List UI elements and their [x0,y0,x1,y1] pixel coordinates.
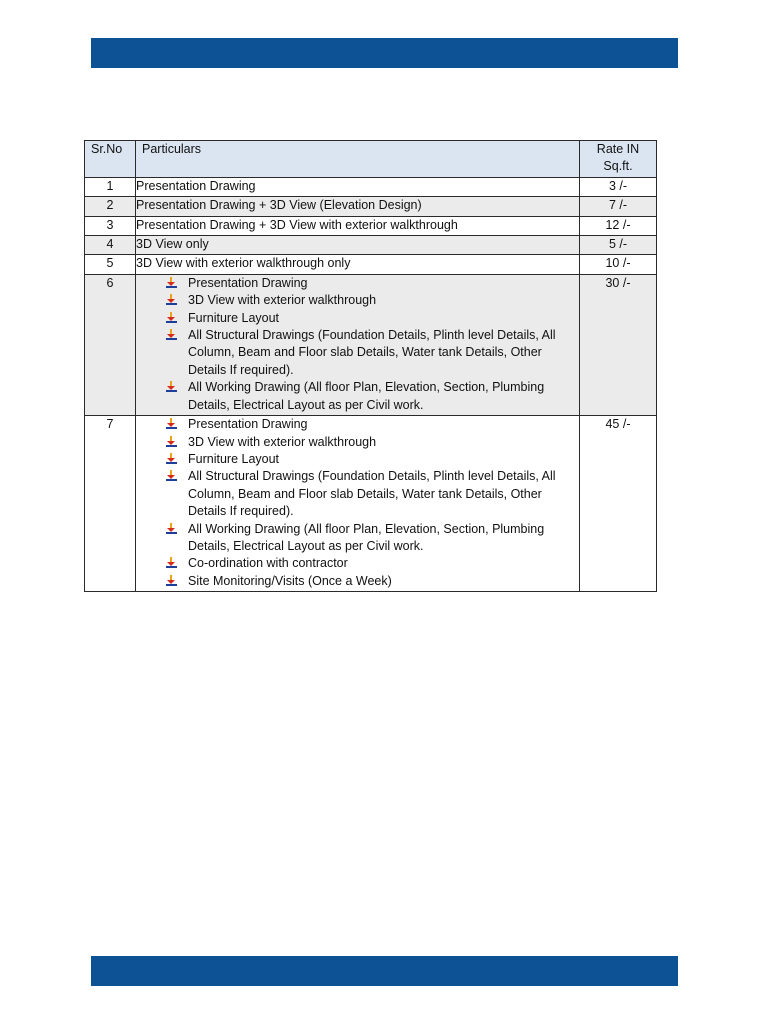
row-rate: 30 /- [580,274,657,415]
arrow-bullet-icon [166,470,177,482]
arrow-bullet-icon [166,418,177,430]
list-item: All Working Drawing (All floor Plan, Elevation, Section, Plumbing Details, Electrical Layout as per Civil work. [188,379,579,414]
arrow-bullet-icon [166,294,177,306]
row-srno: 5 [85,255,136,274]
row-srno: 2 [85,197,136,216]
table-row [85,197,657,216]
row-rate: 45 /- [580,416,657,592]
row-particulars: Presentation Drawing + 3D View with exterior walkthrough [136,216,580,235]
row-particulars: Presentation Drawing + 3D View (Elevation Design) [136,197,580,216]
header-rate-line1: Rate IN [596,142,640,156]
package-item-list [136,275,579,414]
header-particulars: Particulars [136,141,580,178]
row-rate: 7 /- [580,197,657,216]
list-item: Furniture Layout [188,451,579,468]
footer-band [91,956,678,986]
arrow-bullet-icon [166,523,177,535]
row-srno: 7 [85,416,136,592]
table-row [85,416,657,592]
table-row [85,274,657,415]
list-item: All Working Drawing (All floor Plan, Elevation, Section, Plumbing Details, Electrical Layout as per Civil work. [188,521,579,556]
row-particulars [136,274,580,415]
arrow-bullet-icon [166,329,177,341]
row-particulars [136,416,580,592]
row-particulars: Presentation Drawing [136,177,580,196]
table-row [85,255,657,274]
table-row [85,177,657,196]
arrow-bullet-icon [166,436,177,448]
table-header-row [85,141,657,178]
arrow-bullet-icon [166,575,177,587]
row-srno: 6 [85,274,136,415]
arrow-bullet-icon [166,277,177,289]
table-row [85,216,657,235]
list-item: 3D View with exterior walkthrough [188,292,579,309]
list-item: Presentation Drawing [188,416,579,433]
row-rate: 5 /- [580,236,657,255]
header-rate-line2: Sq.ft. [603,159,633,174]
row-srno: 1 [85,177,136,196]
arrow-bullet-icon [166,312,177,324]
header-srno: Sr.No [85,141,136,178]
list-item: Furniture Layout [188,310,579,327]
list-item: Site Monitoring/Visits (Once a Week) [188,573,579,590]
rate-table [84,140,657,592]
package-item-list [136,416,579,590]
arrow-bullet-icon [166,557,177,569]
row-srno: 4 [85,236,136,255]
row-particulars: 3D View with exterior walkthrough only [136,255,580,274]
row-rate: 12 /- [580,216,657,235]
header-rate [580,141,657,178]
list-item: 3D View with exterior walkthrough [188,434,579,451]
row-rate: 10 /- [580,255,657,274]
arrow-bullet-icon [166,453,177,465]
list-item: Co-ordination with contractor [188,555,579,572]
list-item: All Structural Drawings (Foundation Details, Plinth level Details, All Column, Beam and Floor slab Details, Water tank Details, Other Details If required). [188,327,579,379]
list-item: Presentation Drawing [188,275,579,292]
arrow-bullet-icon [166,381,177,393]
row-srno: 3 [85,216,136,235]
header-band [91,38,678,68]
table-row [85,236,657,255]
list-item: All Structural Drawings (Foundation Details, Plinth level Details, All Column, Beam and Floor slab Details, Water tank Details, Other Details If required). [188,468,579,520]
row-rate: 3 /- [580,177,657,196]
row-particulars: 3D View only [136,236,580,255]
